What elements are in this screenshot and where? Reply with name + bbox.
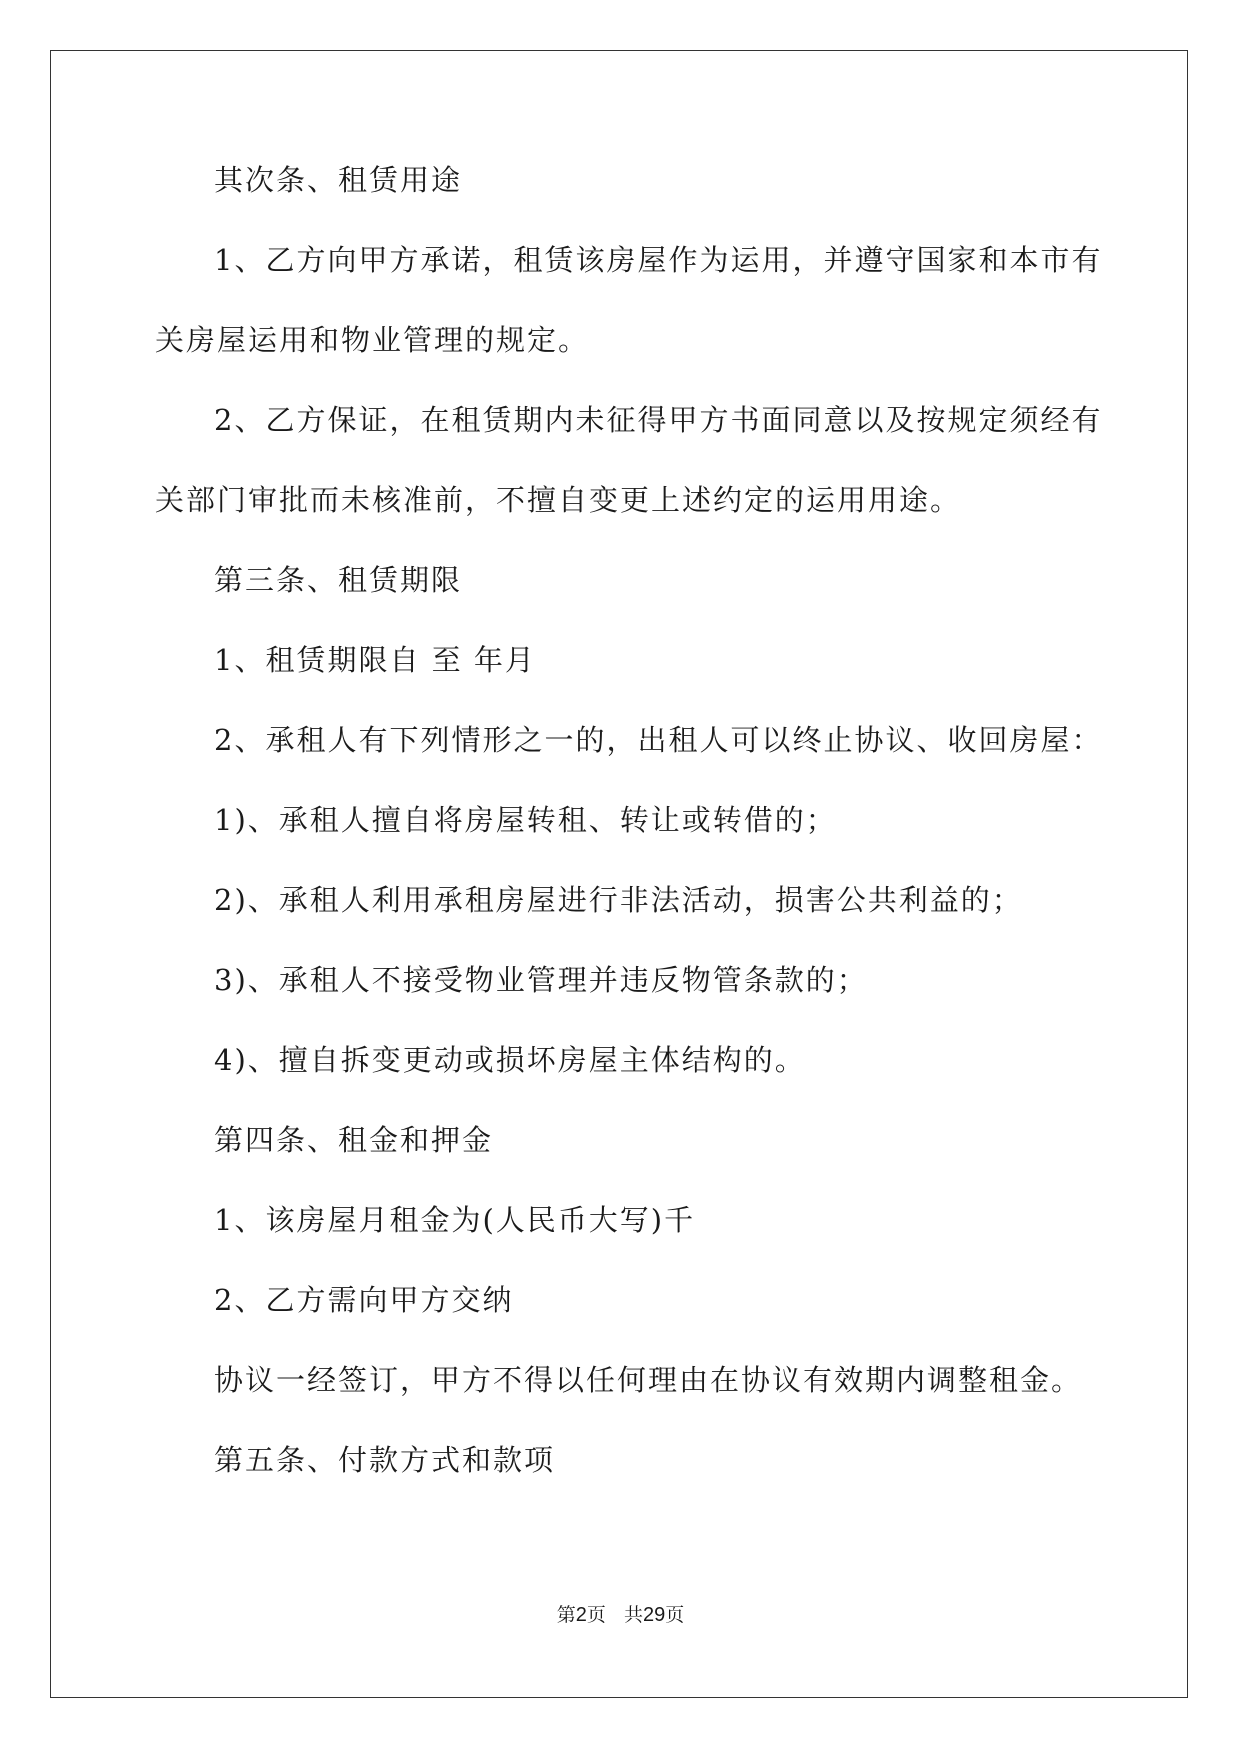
list-item: 2)、承租人利用承租房屋进行非法活动，损害公共利益的； (214, 883, 1023, 917)
total-prefix: 共 (623, 1604, 643, 1626)
paragraph-line: 2、乙方保证，在租赁期内未征得甲方书面同意以及按规定须经有 (214, 403, 1103, 437)
total-pages: 29 (642, 1604, 666, 1626)
page-footer (0, 1600, 1241, 1627)
paragraph-line: 1、乙方向甲方承诺，租赁该房屋作为运用，并遵守国家和本市有 (214, 243, 1103, 277)
document-body (155, 160, 1103, 1520)
section-heading: 第三条、租赁期限 (214, 563, 463, 597)
list-item: 3)、承租人不接受物业管理并违反物管条款的； (214, 963, 868, 997)
section-heading: 第四条、租金和押金 (214, 1123, 494, 1157)
total-suffix: 页 (665, 1604, 685, 1626)
paragraph-line: 关部门审批而未核准前，不擅自变更上述约定的运用用途。 (155, 483, 962, 517)
paragraph-line: 其次条、租赁用途 (214, 163, 463, 197)
paragraph-line: 协议一经签订，甲方不得以任何理由在协议有效期内调整租金。 (214, 1363, 1083, 1397)
page-prefix: 第 (556, 1604, 576, 1626)
list-item: 1)、承租人擅自将房屋转租、转让或转借的； (214, 803, 837, 837)
paragraph-line: 关房屋运用和物业管理的规定。 (155, 323, 590, 357)
paragraph-line: 2、乙方需向甲方交纳 (214, 1283, 514, 1317)
paragraph-line: 1、该房屋月租金为(人民币大写)千 (214, 1203, 696, 1237)
paragraph-line: 1、租赁期限自 至 年月 (214, 643, 536, 677)
paragraph-line: 2、承租人有下列情形之一的，出租人可以终止协议、收回房屋： (214, 723, 1103, 757)
page-suffix: 页 (586, 1604, 606, 1626)
section-heading: 第五条、付款方式和款项 (214, 1443, 556, 1477)
page-number: 2 (575, 1604, 587, 1626)
list-item: 4)、擅自拆变更动或损坏房屋主体结构的。 (214, 1043, 806, 1077)
